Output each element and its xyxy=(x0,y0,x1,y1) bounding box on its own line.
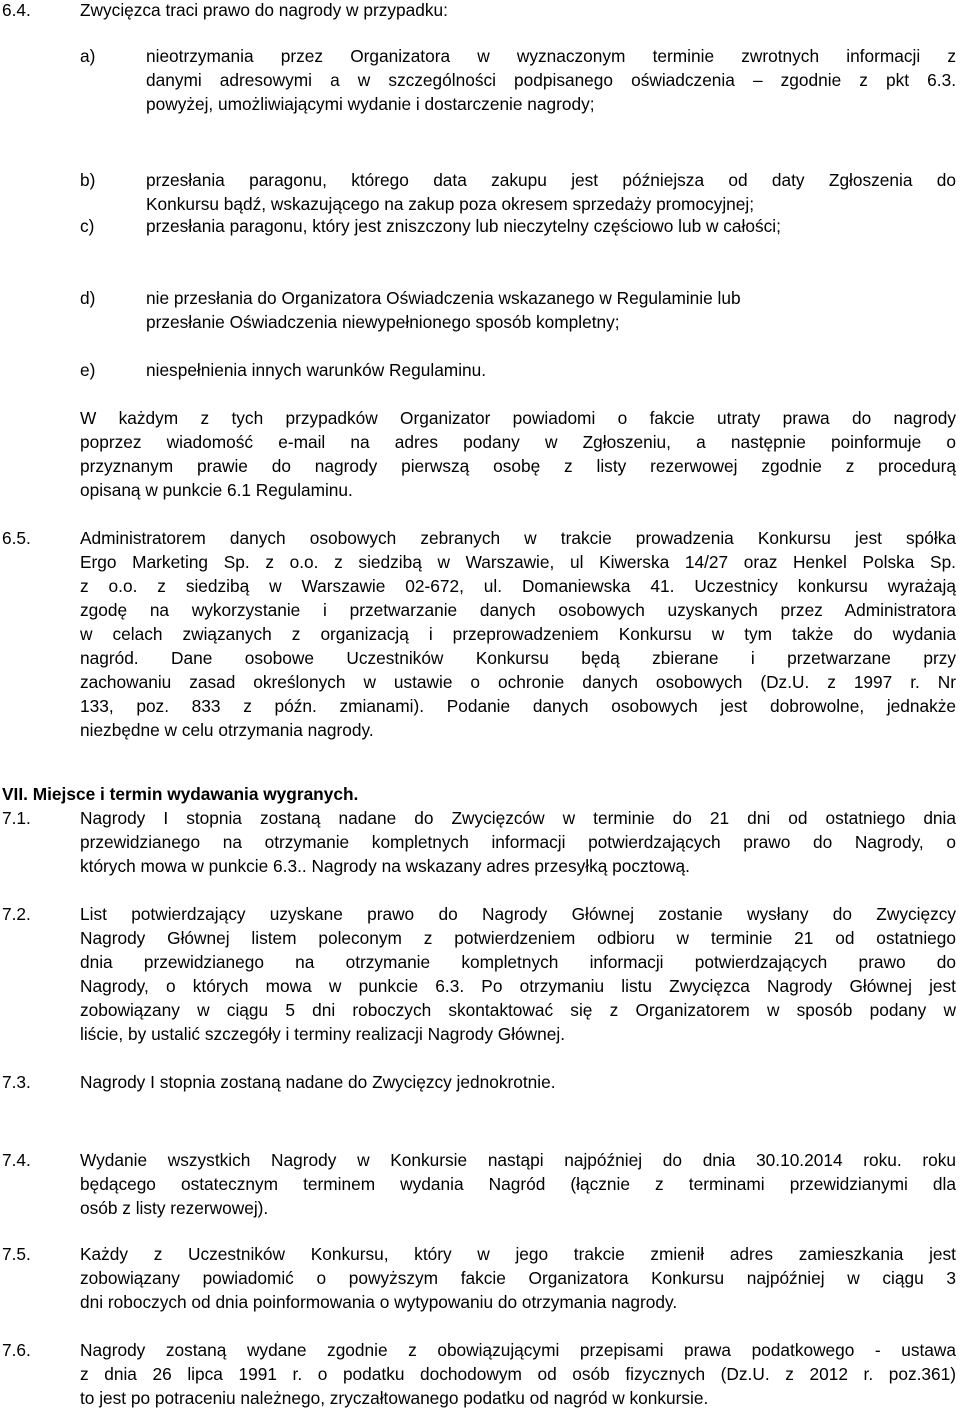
s76-line-2: z dnia 26 lipca 1991 r. o podatku dochodowym od osób fizycznych (Dz.U. z 2012 r. poz.361) xyxy=(80,1364,956,1384)
section-number-7-6: 7.6. xyxy=(2,1340,31,1360)
list-letter-c: c) xyxy=(80,216,95,236)
section-7-5-text xyxy=(80,1242,956,1314)
closing-line-3: przyznanym prawie do nagrody pierwszą osobę z listy rezerwowej zgodnie z procedurą xyxy=(80,456,956,476)
s74-line-1: Wydanie wszystkich Nagrody w Konkursie nastąpi najpóźniej do dnia 30.10.2014 roku. roku xyxy=(80,1150,956,1170)
s72-line-5: zobowiązany w ciągu 5 dni roboczych skontaktować się z Organizatorem w sposób podany w xyxy=(80,1000,956,1020)
closing-line-4: opisaną w punkcie 6.1 Regulaminu. xyxy=(80,480,353,500)
s74-line-3: osób z listy rezerwowej). xyxy=(80,1198,269,1218)
list-item-a xyxy=(146,44,956,116)
section-7-4-text xyxy=(80,1148,956,1220)
list-item-b-line-2: Konkursu bądź, wskazującego na zakup poza okresem sprzedaży promocyjnej; xyxy=(146,194,755,214)
list-letter-b: b) xyxy=(80,170,96,190)
s75-line-2: zobowiązany powiadomić o powyższym fakcie Organizatora Konkursu najpóźniej w ciągu 3 xyxy=(80,1268,956,1288)
s71-line-3: których mowa w punkcie 6.3.. Nagrody na wskazany adres przesyłką pocztową. xyxy=(80,856,690,876)
s72-line-6: liście, by ustalić szczegóły i terminy realizacji Nagrody Głównej. xyxy=(80,1024,566,1044)
s75-line-1: Każdy z Uczestników Konkursu, który w jego trakcie zmienił adres zamieszkania jest xyxy=(80,1244,956,1264)
s65-line-8: 133, poz. 833 z późn. zmianami). Podanie danych osobowych jest dobrowolne, jednakże xyxy=(80,696,956,716)
s75-line-3: dni roboczych od dnia poinformowania o wytypowaniu do otrzymania nagrody. xyxy=(80,1292,678,1312)
section-number-7-3: 7.3. xyxy=(2,1072,31,1092)
section-6-4-heading: Zwycięzca traci prawo do nagrody w przypadku: xyxy=(80,0,448,20)
s65-line-6: nagród. Dane osobowe Uczestników Konkursu będą zbierane i przetwarzane przy xyxy=(80,648,956,668)
list-item-c xyxy=(146,214,956,238)
list-item-d-line-1: nie przesłania do Organizatora Oświadczenia wskazanego w Regulaminie lub xyxy=(146,288,741,308)
s65-line-5: w celach związanych z organizacją i przeprowadzeniem Konkursu w tym także do wydania xyxy=(80,624,956,644)
s71-line-1: Nagrody I stopnia zostaną nadane do Zwycięzców w terminie do 21 dni od ostatniego dnia xyxy=(80,808,956,828)
s65-line-2: Ergo Marketing Sp. z o.o. z siedzibą w Warszawie, ul Kiwerska 14/27 oraz Henkel Polska Sp. xyxy=(80,552,956,572)
list-item-b-line-1: przesłania paragonu, którego data zakupu jest późniejsza od daty Zgłoszenia do xyxy=(146,170,956,190)
list-letter-a: a) xyxy=(80,46,96,66)
section-number-7-2: 7.2. xyxy=(2,904,31,924)
list-item-a-line-2: danymi adresowymi a w szczególności podpisanego oświadczenia – zgodnie z pkt 6.3. xyxy=(146,70,956,90)
section-7-2-text xyxy=(80,902,956,1046)
list-item-a-line-3: powyżej, umożliwiającymi wydanie i dostarczenie nagrody; xyxy=(146,94,595,114)
s73-line-1: Nagrody I stopnia zostaną nadane do Zwycięzcy jednokrotnie. xyxy=(80,1072,556,1092)
s72-line-4: Nagrody, o których mowa w punkcie 6.3. Po otrzymaniu listu Zwycięzca Nagrody Głównej jest xyxy=(80,976,956,996)
s76-line-1: Nagrody zostaną wydane zgodnie z obowiązującymi przepisami prawa podatkowego - ustawa xyxy=(80,1340,956,1360)
s74-line-2: będącego ostatecznym terminem wydania Nagród (łącznie z terminami przewidzianymi dla xyxy=(80,1174,956,1194)
section-7-1-text xyxy=(80,806,956,878)
section-7-6-text xyxy=(80,1338,956,1410)
s76-line-3: to jest po potraceniu należnego, zryczałtowanego podatku od nagród w konkursie. xyxy=(80,1388,709,1408)
s72-line-2: Nagrody Głównej listem poleconym z potwierdzeniem odbioru w terminie 21 od ostatniego xyxy=(80,928,956,948)
list-item-d-line-2: przesłanie Oświadczenia niewypełnionego sposób kompletny; xyxy=(146,312,620,332)
list-item-e xyxy=(146,358,956,382)
closing-line-2: poprzez wiadomość e-mail na adres podany w Zgłoszeniu, a następnie poinformuje o xyxy=(80,432,956,452)
list-item-b xyxy=(146,168,956,216)
section-7-3-text xyxy=(80,1070,956,1094)
s65-line-7: zachowaniu zasad określonych w ustawie o ochronie danych osobowych (Dz.U. z 1997 r. Nr xyxy=(80,672,956,692)
s65-line-1: Administratorem danych osobowych zebranych w trakcie prowadzenia Konkursu jest spółka xyxy=(80,528,956,548)
section-6-5-text xyxy=(80,526,956,742)
s65-line-3: z o.o. z siedzibą w Warszawie 02-672, ul. Domaniewska 41. Uczestnicy konkursu wyrażają xyxy=(80,576,956,596)
list-item-a-line-1: nieotrzymania przez Organizatora w wyznaczonym terminie zwrotnych informacji z xyxy=(146,46,956,66)
section-number-6-4: 6.4. xyxy=(2,0,31,20)
s65-line-4: zgodę na wykorzystanie i przetwarzanie danych osobowych uzyskanych przez Administratora xyxy=(80,600,956,620)
list-letter-d: d) xyxy=(80,288,96,308)
section-6-4-closing xyxy=(80,406,956,502)
section-number-7-5: 7.5. xyxy=(2,1244,31,1264)
list-item-c-line-1: przesłania paragonu, który jest zniszczony lub nieczytelny częściowo lub w całości; xyxy=(146,216,781,236)
list-item-d xyxy=(146,286,956,334)
closing-line-1: W każdym z tych przypadków Organizator powiadomi o fakcie utraty prawa do nagrody xyxy=(80,408,956,428)
section-vii-title: VII. Miejsce i termin wydawania wygranych. xyxy=(2,784,359,804)
s72-line-3: dnia przewidzianego na otrzymanie kompletnych informacji potwierdzających prawo do xyxy=(80,952,956,972)
list-item-e-line-1: niespełnienia innych warunków Regulaminu. xyxy=(146,360,487,380)
section-number-6-5: 6.5. xyxy=(2,528,31,548)
s65-line-9: niezbędne w celu otrzymania nagrody. xyxy=(80,720,374,740)
s71-line-2: przewidzianego na otrzymanie kompletnych informacji potwierdzających prawo do Nagrody, o xyxy=(80,832,956,852)
section-number-7-4: 7.4. xyxy=(2,1150,31,1170)
section-number-7-1: 7.1. xyxy=(2,808,31,828)
s72-line-1: List potwierdzający uzyskane prawo do Nagrody Głównej zostanie wysłany do Zwycięzcy xyxy=(80,904,956,924)
list-letter-e: e) xyxy=(80,360,96,380)
